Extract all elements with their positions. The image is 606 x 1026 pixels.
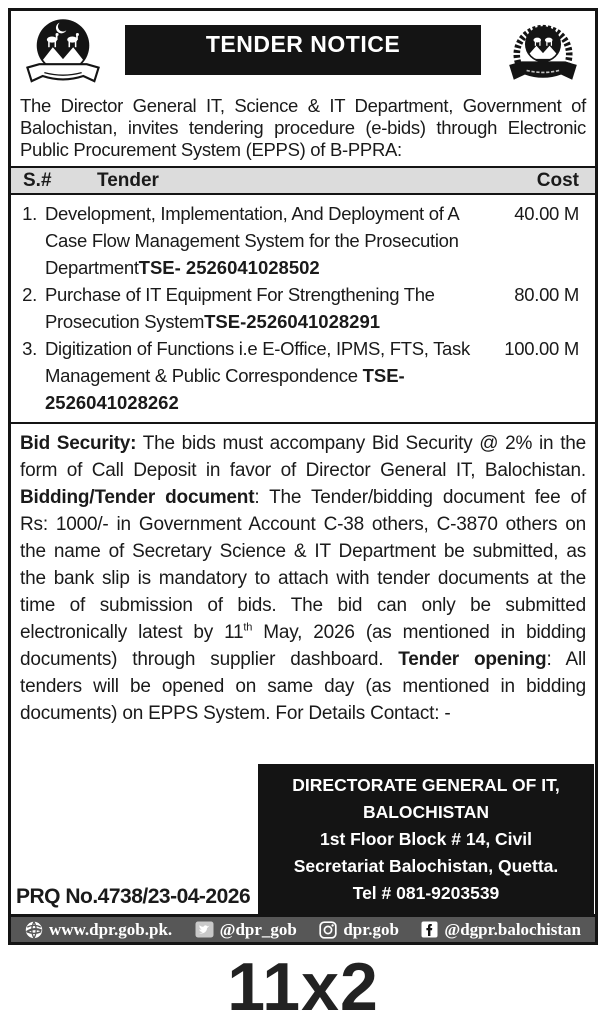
prq-number: PRQ No.4738/23-04-2026 — [16, 885, 251, 908]
date-ordinal-superscript: th — [243, 621, 253, 634]
bidding-document-text: : The Tender/bidding document fee of Rs: 1000/- in Government Account C-38 others, C-3870 others on the name of Secretary Science & IT Department be submitted, as the bank slip is mandatory to attach with tender documents at the time of submission of bids. The bid can only be submitted electronically latest by 11 — [20, 487, 586, 643]
tender-notice-document — [8, 8, 598, 945]
tse-number: TSE- 2526041028502 — [138, 257, 320, 278]
row-cost: 80.00 M — [514, 284, 579, 305]
directorate-name-line1: DIRECTORATE GENERAL OF IT, — [292, 775, 560, 795]
twitter-handle: @dpr_gob — [219, 919, 297, 939]
footer-social-bar — [11, 914, 595, 942]
column-header-serial: S.# — [23, 169, 52, 191]
tender-opening-text: : All tenders will be opened on same day (as mentioned in bidding documents) on EPPS System. For Details Contact: - — [20, 649, 586, 724]
ad-size-label: 11x2 — [227, 949, 379, 1025]
table-row — [11, 200, 595, 281]
after-date-text: May, 2026 (as mentioned in bidding documents) through supplier dashboard. — [20, 622, 586, 670]
bid-security-label: Bid Security: — [20, 433, 137, 454]
instagram-handle: dpr.gob — [343, 919, 399, 939]
address-line2: Secretariat Balochistan, Quetta. — [293, 856, 559, 876]
row-description — [37, 200, 501, 281]
intro-paragraph: The Director General IT, Science & IT Department, Government of Balochistan, invites tendering procedure (e-bids) through Electronic Public Procurement System (EPPS) of B-PPRA: — [20, 95, 586, 160]
facebook-item — [421, 920, 581, 940]
terms-paragraph — [11, 422, 595, 731]
facebook-icon — [421, 921, 438, 938]
table-header-row — [11, 166, 595, 195]
phone-number: Tel # 081-9203539 — [352, 883, 500, 903]
bid-security-text: The bids must accompany Bid Security @ 2% in the form of Call Deposit in favor of Director General IT, Balochistan. — [20, 433, 587, 481]
bottom-area — [11, 731, 595, 914]
row-serial: 3. — [22, 338, 37, 359]
table-row — [11, 335, 595, 416]
twitter-item — [195, 920, 297, 940]
tender-table — [11, 166, 595, 422]
bidding-document-label: Bidding/Tender document — [20, 487, 255, 508]
instagram-icon — [319, 921, 337, 939]
globe-icon — [25, 921, 43, 939]
column-header-tender: Tender — [97, 169, 159, 191]
table-body — [11, 195, 595, 422]
twitter-icon — [195, 921, 214, 938]
row-serial: 2. — [22, 284, 37, 305]
table-row — [11, 281, 595, 335]
row-description — [37, 335, 501, 416]
tender-description-text: Purchase of IT Equipment For Strengthening The Prosecution System — [45, 284, 435, 332]
row-cost: 40.00 M — [514, 203, 579, 224]
column-header-cost: Cost — [536, 169, 579, 191]
directorate-name-line2: BALOCHISTAN — [362, 802, 490, 822]
row-description — [37, 281, 501, 335]
website-text: www.dpr.gob.pk. — [49, 919, 173, 939]
row-serial: 1. — [22, 203, 37, 224]
tse-number: TSE-2526041028291 — [204, 311, 381, 332]
tender-opening-label: Tender opening — [398, 649, 547, 670]
address-line1: 1st Floor Block # 14, Civil — [319, 829, 533, 849]
contact-address-box — [258, 764, 594, 914]
facebook-handle: @dgpr.balochistan — [444, 919, 581, 939]
website-item — [25, 920, 172, 940]
page-title: TENDER NOTICE — [125, 25, 481, 75]
tse-number: TSE-2526041028262 — [45, 365, 405, 413]
row-cost: 100.00 M — [504, 338, 579, 359]
tender-description-text: Digitization of Functions i.e E-Office, IPMS, FTS, Task Management & Public Correspondence — [45, 338, 470, 386]
notice-header — [11, 11, 595, 93]
balochistan-government-emblem-icon — [17, 15, 109, 93]
instagram-item — [319, 920, 399, 940]
tender-description-text: Development, Implementation, And Deployment of A Case Flow Management System for the Prosecution Department — [45, 203, 459, 278]
balochistan-wreath-emblem-icon — [497, 15, 589, 93]
